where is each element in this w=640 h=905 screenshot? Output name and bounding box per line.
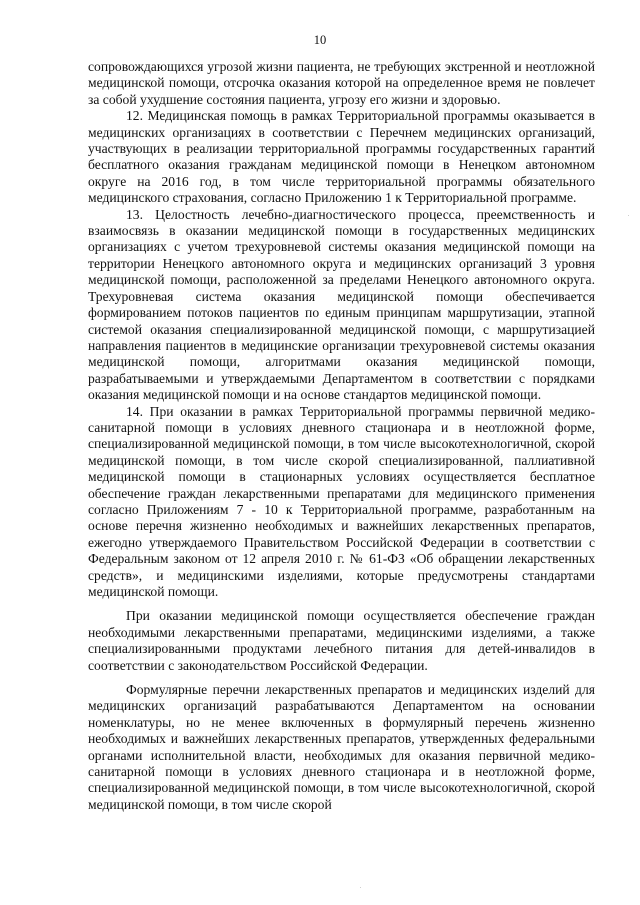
paragraph-item-14: 14. При оказании в рамках Территориальной программы первичной медико-санитарной помощи в условиях дневного стационара и в неотложной форме, специализированной медицинской помощи, в том числе высокотехнологичной, скорой медицинской помощи, в том числе скорой специализированной, паллиативной медицинской помощи в стационарных условиях осуществляется бесплатное обеспечение граждан лекарственными препаратами для медицинского применения согласно Приложениям 7 - 10 к Территориальной программе, разработанным на основе перечня жизненно необходимых и важнейших лекарственных препаратов, ежегодно утверждаемого Правительством Российской Федерации в соответствии с Федеральным законом от 12 апреля 2010 г. № 61-ФЗ «Об обращении лекарственных средств», и медицинскими изделиями, которые предусмотрены стандартами медицинской помощи. (88, 403, 595, 599)
page-number: 10 (313, 33, 327, 47)
paragraph-provision: При оказании медицинской помощи осуществляется обеспечение граждан необходимыми лекарственными препаратами, медицинскими изделиями, а также специализированными продуктами лечебного питания для детей-инвалидов в соответствии с законодательством Российской Федерации. (88, 608, 595, 673)
paragraph-continuation: сопровождающихся угрозой жизни пациента, не требующих экстренной и неотложной медицинской помощи, отсрочка оказания которой на определенное время не повлечет за собой ухудшение состояния пациента, угрозу его жизни и здоровью. (88, 59, 595, 107)
scan-speck (628, 215, 629, 216)
paragraph-item-12: 12. Медицинская помощь в рамках Территориальной программы оказывается в медицинских организациях в соответствии с Перечнем медицинских организаций, участвующих в реализации территориальной программы государственных гарантий бесплатного оказания гражданам медицинской помощи в Ненецком автономном округе на 2016 год, в том числе территориальной программы обязательного медицинского страхования, согласно Приложению 1 к Территориальной программе. (88, 108, 595, 206)
paragraph-item-13: 13. Целостность лечебно-диагностического процесса, преемственность и взаимосвязь в оказании медицинской помощи в государственных медицинских организациях с учетом трехуровневой системы оказания медицинской помощи на территории Ненецкого автономного округа и медицинских организаций 3 уровня медицинской помощи, расположенной за пределами Ненецкого автономного округа. Трехуровневая система оказания медицинской помощи обеспечивается формированием потоков пациентов по единым принципам маршрутизации, этапной системой оказания специализированной медицинской помощи, с маршрутизацией направления пациентов в медицинские организации трехуровневой системы оказания медицинской помощи, алгоритмами оказания медицинской помощи, разрабатываемыми и утверждаемыми Департаментом в соответствии с порядками оказания медицинской помощи и на основе стандартов медицинской помощи. (88, 206, 595, 403)
scan-speck (360, 887, 361, 888)
paragraph-formulary: Формулярные перечни лекарственных препаратов и медицинских изделий для медицинских организаций разрабатываются Департаментом на основании номенклатуры, но не менее включенных в формулярный перечень жизненно необходимых и важнейших лекарственных препаратов, утвержденных федеральными органами исполнительной власти, необходимых для оказания первичной медико-санитарной помощи в условиях дневного стационара и в неотложной форме, специализированной медицинской помощи, в том числе высокотехнологичной, скорой медицинской помощи, в том числе скорой (88, 682, 595, 812)
document-body (88, 59, 595, 813)
